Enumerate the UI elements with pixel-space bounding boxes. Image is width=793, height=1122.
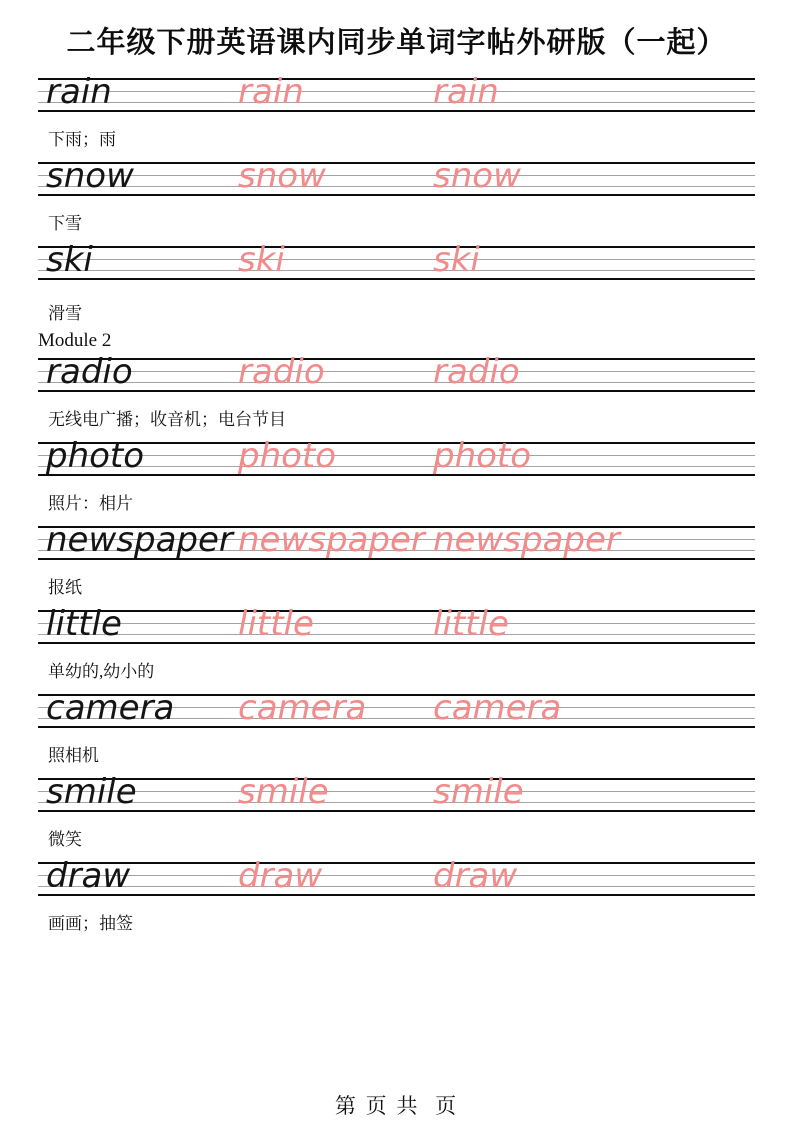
trace-word-1: radio (238, 352, 325, 392)
guide-line (38, 259, 755, 260)
word-meaning: 画画；抽签 (48, 913, 133, 933)
guide-line (38, 382, 755, 383)
writing-lines (38, 772, 755, 812)
guide-line (38, 791, 755, 792)
trace-word-1: smile (238, 772, 329, 812)
trace-word-1: rain (238, 72, 304, 112)
trace-word-2: snow (433, 156, 521, 196)
practice-word: ski (46, 240, 93, 280)
word-block-radio (38, 352, 755, 442)
practice-word: rain (46, 72, 112, 112)
guide-line (38, 455, 755, 456)
practice-word: little (46, 604, 122, 644)
trace-word-2: draw (433, 856, 518, 896)
guide-line (38, 91, 755, 92)
word-meaning: 滑雪 (48, 304, 82, 323)
trace-word-1: ski (238, 240, 285, 280)
page-title: 二年级下册英语课内同步单词字帖外研版（一起） (66, 27, 727, 59)
word-meaning: 报纸 (48, 577, 82, 597)
writing-lines (38, 688, 755, 728)
word-block-newspaper (38, 520, 755, 610)
guide-line (38, 186, 755, 187)
trace-word-2: rain (433, 72, 499, 112)
word-block-draw (38, 856, 755, 946)
word-meaning: 照片：相片 (48, 493, 133, 513)
trace-word-2: little (433, 604, 509, 644)
trace-word-1: little (238, 604, 314, 644)
trace-word-2: smile (433, 772, 524, 812)
word-block-little (38, 604, 755, 694)
guide-line (38, 875, 755, 876)
word-meaning: 单幼的,幼小的 (48, 661, 155, 681)
practice-word: draw (46, 856, 131, 896)
writing-lines (38, 520, 755, 560)
worksheet (38, 72, 755, 946)
trace-word-2: photo (433, 436, 532, 476)
trace-word-2: newspaper (433, 520, 620, 560)
word-meaning: 微笑 (48, 829, 82, 849)
guide-line (38, 623, 755, 624)
trace-word-2: radio (433, 352, 520, 392)
word-block-smile (38, 772, 755, 862)
guide-line (38, 466, 755, 467)
word-block-camera (38, 688, 755, 778)
writing-lines (38, 352, 755, 392)
writing-lines (38, 436, 755, 476)
trace-word-1: photo (238, 436, 337, 476)
practice-word: photo (46, 436, 145, 476)
writing-lines (38, 856, 755, 896)
trace-word-1: newspaper (238, 520, 425, 560)
word-block-photo (38, 436, 755, 526)
trace-word-1: draw (238, 856, 323, 896)
guide-line (38, 886, 755, 887)
writing-lines (38, 240, 755, 280)
trace-word-1: snow (238, 156, 326, 196)
word-meaning: 照相机 (48, 745, 99, 765)
trace-word-2: camera (433, 688, 562, 728)
page-footer: 第 页 共 页 (334, 1095, 459, 1118)
guide-line (38, 634, 755, 635)
practice-word: newspaper (46, 520, 233, 560)
word-block-snow (38, 156, 755, 246)
guide-line (38, 102, 755, 103)
practice-word: camera (46, 688, 175, 728)
guide-line (38, 802, 755, 803)
word-meaning: 下雨；雨 (48, 129, 116, 149)
guide-line (38, 270, 755, 271)
writing-lines (38, 156, 755, 196)
guide-line (38, 371, 755, 372)
trace-word-1: camera (238, 688, 367, 728)
word-block-ski (38, 240, 755, 358)
guide-line (38, 175, 755, 176)
word-meaning: 下雪 (48, 213, 82, 233)
practice-word: smile (46, 772, 137, 812)
writing-lines (38, 604, 755, 644)
word-meaning: 无线电广播；收音机；电台节目 (48, 409, 286, 429)
word-block-rain (38, 72, 755, 162)
trace-word-2: ski (433, 240, 480, 280)
module-heading: Module 2 (38, 330, 112, 351)
writing-lines (38, 72, 755, 112)
practice-word: snow (46, 156, 134, 196)
practice-word: radio (46, 352, 133, 392)
word-meaning-with-note (38, 280, 755, 358)
